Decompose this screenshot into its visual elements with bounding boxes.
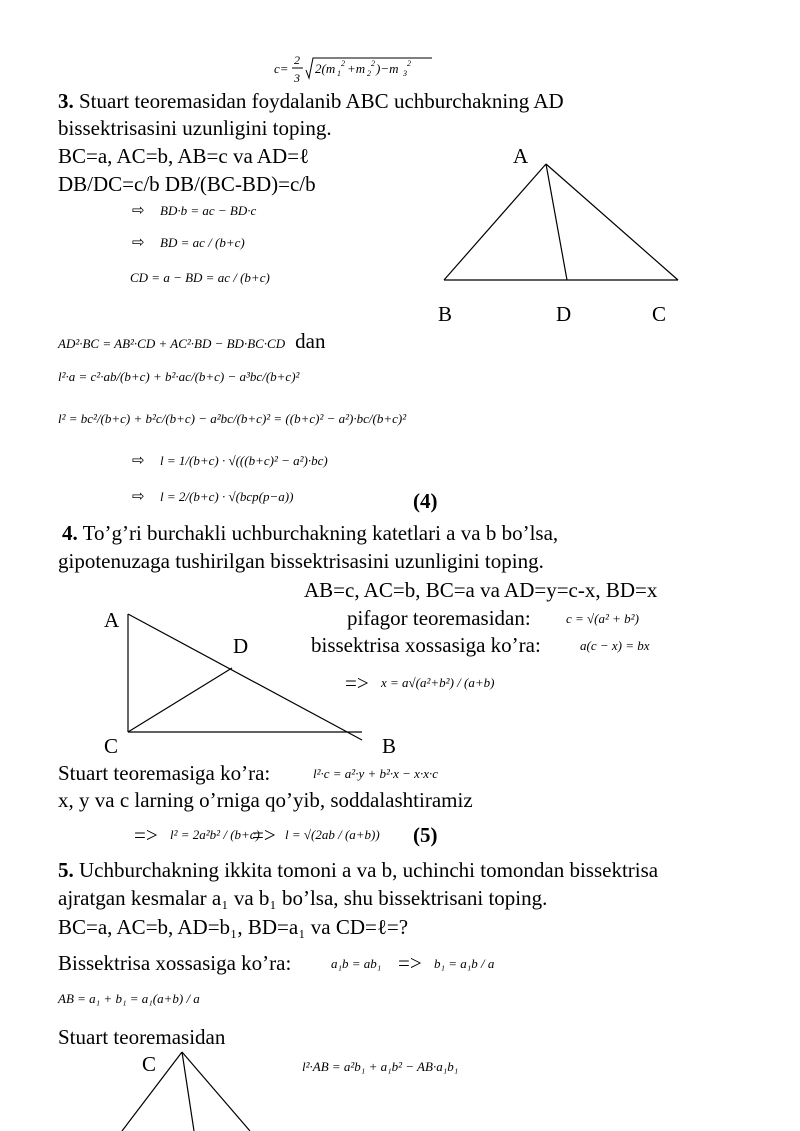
formula-l-2: l = 2/(b+c) · √(bcp(p−a)) (160, 489, 294, 504)
vertex-label-a: A (104, 608, 120, 632)
svg-text:3: 3 (294, 71, 300, 85)
formula-ab: AB = a₁ + b₁ = a₁(a+b) / a (58, 991, 200, 1006)
svg-text:2: 2 (371, 59, 375, 68)
pifagor-formula: c = √(a² + b²) (566, 611, 639, 626)
svg-text:+m: +m (347, 61, 366, 76)
formula-l-1: l = 1/(b+c) · √(((b+c)² − a²)·bc) (160, 453, 328, 468)
problem-3-given2: DB/DC=c/b DB/(BC-BD)=c/b (58, 172, 316, 196)
implies-arrow-x: => (345, 671, 369, 695)
substitution-text: x, y va c larning o’rniga qo’yib, soddalashtiramiz (58, 788, 473, 812)
implies-arrow-l: => (252, 823, 276, 847)
problem-5-line2: ajratgan kesmalar a₁ va b₁ bo’lsa, shu bissektrisani toping. (58, 886, 548, 910)
stuart-formula-4: l²·c = a²·y + b²·x − x·x·c (313, 766, 438, 781)
problem-5-line1: 5. Uchburchakning ikkita tomoni a va b, uchinchi tomondan bissektrisa (58, 858, 659, 882)
equation-number-4: (4) (413, 489, 438, 513)
formula-l2-result: l² = 2a²b² / (b+c) (170, 827, 260, 842)
formula-b1: b₁ = a₁b / a (434, 956, 495, 971)
implies-arrow-l2: => (134, 823, 158, 847)
problem-3-given1: BC=a, AC=b, AB=c va AD=ℓ (58, 144, 310, 168)
implies-arrow-icon: ⇨ (132, 487, 145, 505)
problem-3-line1: 3. Stuart teoremasidan foydalanib ABC uchburchakning AD (58, 89, 564, 113)
svg-text:2: 2 (294, 53, 300, 67)
problem-4-number: 4. (62, 521, 78, 545)
formula-x: x = a√(a²+b²) / (a+b) (381, 675, 495, 690)
vertex-label-b: B (438, 302, 453, 326)
problem-4-line1: 4. To’g’ri burchakli uchburchakning katetlari a va b bo’lsa, (62, 521, 559, 545)
vertex-label-c: C (652, 302, 667, 326)
problem-4-line2: gipotenuzaga tushirilgan bissektrisasini uzunligini toping. (58, 549, 544, 573)
stuart-text-4: Stuart teoremasiga ko’ra: (58, 761, 271, 785)
problem-3-line2: bissektrisasini uzunligini toping. (58, 116, 332, 140)
vertex-label-d: D (233, 634, 249, 658)
vertex-label-d: D (556, 302, 572, 326)
bissektrisa-text-5: Bissektrisa xossasiga ko’ra: (58, 951, 292, 975)
bissektrisa-formula: a(c − x) = bx (580, 638, 650, 653)
svg-text:2: 2 (407, 59, 411, 68)
bissektrisa-text: bissektrisa xossasiga ko’ra: (311, 633, 541, 657)
formula-l-result: l = √(2ab / (a+b)) (285, 827, 380, 842)
stuart-formula-5: l²·AB = a²b₁ + a₁b² − AB·a₁b₁ (302, 1059, 459, 1074)
vertex-label-c: C (142, 1052, 157, 1076)
equation-number-5: (5) (413, 823, 438, 847)
vertex-label-b: B (382, 734, 397, 758)
formula-cd: CD = a − BD = ac / (b+c) (130, 270, 270, 285)
svg-text:2: 2 (367, 69, 371, 78)
formula-l2: l² = bc²/(b+c) + b²c/(b+c) − a²bc/(b+c)² = ((b+c)² − a²)·bc/(b+c)² (58, 411, 407, 426)
svg-text:)−m: )−m (376, 61, 399, 76)
svg-text:2(m: 2(m (315, 61, 336, 76)
implies-arrow-b1: => (398, 951, 422, 975)
formula-bd: BD = ac / (b+c) (160, 235, 245, 250)
implies-arrow-icon: ⇨ (132, 233, 145, 251)
vertex-label-c: C (104, 734, 119, 758)
problem-3-number: 3. (58, 89, 74, 113)
vertex-label-a: A (513, 144, 529, 168)
bissektrisa-formula-5: a₁b = ab₁ (331, 956, 382, 971)
problem-5-number: 5. (58, 858, 74, 882)
stuart-text-5: Stuart teoremasidan (58, 1025, 226, 1049)
pifagor-text: pifagor teoremasidan: (347, 606, 531, 630)
svg-text:3: 3 (403, 69, 407, 78)
problem-5-given: BC=a, AC=b, AD=b₁, BD=a₁ va CD=ℓ=? (58, 915, 409, 939)
problem-4-given: AB=c, AC=b, BC=a va AD=y=c-x, BD=x (304, 578, 658, 602)
formula-bd-b: BD·b = ac − BD·c (160, 203, 257, 218)
implies-arrow-icon: ⇨ (132, 451, 145, 469)
formula-l2a: l²·a = c²·ab/(b+c) + b²·ac/(b+c) − a³bc/(b+c)² (58, 369, 300, 384)
svg-text:c=: c= (274, 61, 289, 76)
formula-stuart-line: AD²·BC = AB²·CD + AC²·BD − BD·BC·CD dan (58, 329, 326, 353)
svg-text:2: 2 (341, 59, 345, 68)
svg-text:1: 1 (337, 69, 341, 78)
implies-arrow-icon: ⇨ (132, 201, 145, 219)
